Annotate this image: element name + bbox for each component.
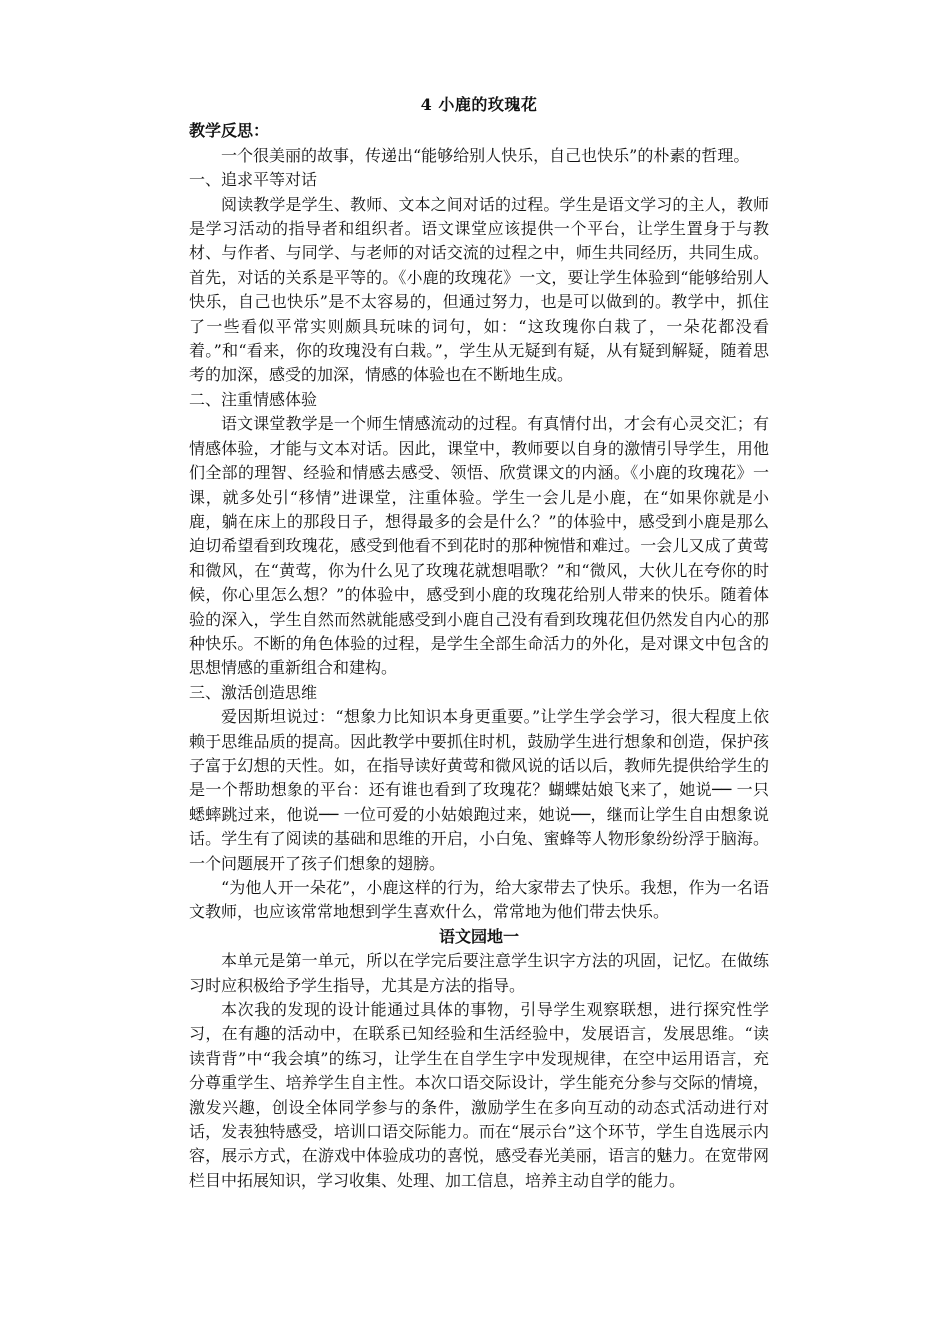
section-dialogue-paragraph: 阅读教学是学生、教师、文本之间对话的过程。学生是语文学习的主人，教师是学习活动的指导者和组织者。语文课堂应该提供一个平台，让学生置身于与教材、与作者、与同学、与老师的对话交流的过程之中，师生共同经历，共同生成。首先，对话的关系是平等的。《小鹿的玫瑰花》一文，要让学生体验到“能够给别人快乐，自己也快乐”是不太容易的，但通过努力，也是可以做到的。教学中，抓住了一些看似平常实则颇具玩味的词句，如：“这玫瑰你白栽了，一朵花都没看着。”和“看来，你的玫瑰没有白栽。”，学生从无疑到有疑，从有疑到解疑，随着思考的加深，感受的加深，情感的体验也在不断地生成。: [189, 194, 769, 385]
section-heading-emotion: 二、注重情感体验: [189, 389, 318, 409]
section-creativity-conclusion: “为他人开一朵花”，小鹿这样的行为，给大家带去了快乐。我想，作为一名语文教师，也应该常常地想到学生喜欢什么，常常地为他们带去快乐。: [189, 878, 769, 922]
document-page: [189, 93, 769, 1193]
reflection-label: 教学反思：: [189, 121, 270, 141]
section-heading-dialogue: 一、追求平等对话: [189, 170, 318, 190]
section-heading-creativity: 三、激活创造思维: [189, 682, 318, 702]
garden-title: 语文园地一: [438, 926, 519, 946]
intro-paragraph: 一个很美丽的故事，传递出“能够给别人快乐，自己也快乐”的朴素的哲理。: [221, 145, 750, 165]
section-emotion-paragraph: 语文课堂教学是一个师生情感流动的过程。有真情付出，才会有心灵交汇；有情感体验，才能与文本对话。因此，课堂中，教师要以自身的激情引导学生，用他们全部的理智、经验和情感去感受、领悟、欣赏课文的内涵。《小鹿的玫瑰花》一课，就多处引“移情”进课堂，注重体验。学生一会儿是小鹿，在“如果你就是小鹿，躺在床上的那段日子，想得最多的会是什么？”的体验中，感受到小鹿是那么迫切希望看到玫瑰花，感受到他看不到花时的那种惋惜和难过。一会儿又成了黄莺和微风，在“黄莺，你为什么见了玫瑰花就想唱歌？”和“微风，大伙儿在夸你的时候，你心里怎么想？”的体验中，感受到小鹿的玫瑰花给别人带来的快乐。随着体验的深入，学生自然而然就能感受到小鹿自己没有看到玫瑰花但仍然发自内心的那种快乐。不断的角色体验的过程，是学生全部生命活力的外化，是对课文中包含的思想情感的重新组合和建构。: [189, 414, 769, 678]
section-creativity-paragraph: 爱因斯坦说过：“想象力比知识本身更重要。”让学生学会学习，很大程度上依赖于思维品质的提高。因此教学中要抓住时机，鼓励学生进行想象和创造，保护孩子富于幻想的天性。如，在指导读好黄莺和微风说的话以后，教师先提供给学生的是一个帮助想象的平台：还有谁也看到了玫瑰花？蝴蝶姑娘飞来了，她说── 一只蟋蟀跳过来，他说── 一位可爱的小姑娘跑过来，她说──，继而让学生自由想象说话。学生有了阅读的基础和思维的开启，小白兔、蜜蜂等人物形象纷纷浮于脑海。一个问题展开了孩子们想象的翅膀。: [189, 707, 769, 873]
garden-paragraph-1: 本单元是第一单元，所以在学完后要注意学生识字方法的巩固，记忆。在做练习时应积极给予学生指导，尤其是方法的指导。: [189, 951, 769, 995]
document-title: 4 小鹿的玫瑰花: [420, 95, 538, 114]
garden-paragraph-2: 本次我的发现的设计能通过具体的事物，引导学生观察联想，进行探究性学习，在有趣的活动中，在联系已知经验和生活经验中，发展语言，发展思维。“读读背背”中“我会填”的练习，让学生在自学生字中发现规律，在空中运用语言，充分尊重学生、培养学生自主性。本次口语交际设计，学生能充分参与交际的情境，激发兴趣，创设全体同学参与的条件，激励学生在多向互动的动态式活动进行对话，发表独特感受，培训口语交际能力。而在“展示台”这个环节，学生自选展示内容，展示方式，在游戏中体验成功的喜悦，感受春光美丽，语言的魅力。在宽带网栏目中拓展知识，学习收集、处理、加工信息，培养主动自学的能力。: [189, 1000, 769, 1190]
